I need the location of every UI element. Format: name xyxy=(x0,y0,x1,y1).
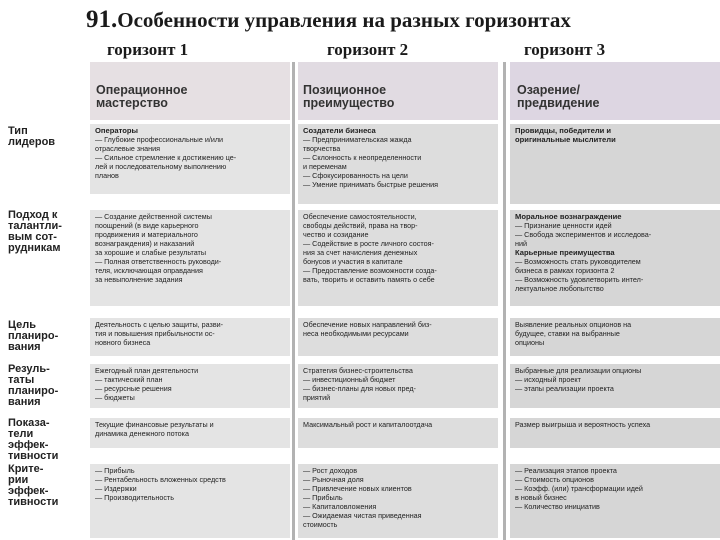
cell-planning-goal-h2: Обеспечение новых направлений биз- неса необходимыми ресурсами xyxy=(298,318,498,356)
horizon-2-label: горизонт 2 xyxy=(327,40,409,59)
column-divider xyxy=(292,62,295,540)
horizon-1-label: горизонт 1 xyxy=(107,40,189,59)
cell-performance-metrics-h2: Максимальный рост и капиталоотдача xyxy=(298,418,498,448)
cell-planning-results-h3: Выбранные для реализации опционы — исходный проект — этапы реализации проекта xyxy=(510,364,720,408)
cell-planning-goal-h1: Деятельность с целью защиты, разви- тия и повышения прибыльности ос- новного бизнеса xyxy=(90,318,290,356)
cell-talent-approach-h1: — Создание действенной системы поощрений (в виде карьерного продвижения и материального вознаграждения) и наказаний за хорошие и слабые результаты — Полная ответственность руководи- теля, исключающая оправдания за невыполнение задания xyxy=(90,210,290,306)
cell-planning-results-h2: Стратегия бизнес-строительства — инвестиционный бюджет — бизнес-планы для новых пред- приятий xyxy=(298,364,498,408)
row-label-leader-type: Тип лидеров xyxy=(8,125,56,148)
column-2-title: Позиционное преимущество xyxy=(303,83,395,110)
cell-performance-metrics-h3: Размер выигрыша и вероятность успеха xyxy=(510,418,720,448)
cell-performance-criteria-h2: — Рост доходов — Рыночная доля — Привлечение новых клиентов — Прибыль — Капиталовложения — Ожидаемая чистая приведенная стоимость xyxy=(298,464,498,538)
row-label-planning-goal: Цель планиро- вания xyxy=(8,319,59,353)
row-label-performance-metrics: Показа- тели эффек- тивности xyxy=(8,417,59,462)
cell-talent-approach-h3: Моральное вознаграждение — Признание ценности идей — Свобода экспериментов и исследова- ний Карьерные преимущества — Возможность стать руководителем бизнеса в рамках горизонта 2 — Возможность удовлетворить интел- лектуальное любопытство xyxy=(510,210,720,306)
cell-talent-approach-h2: Обеспечение самостоятельности, свободы действий, права на твор- чество и созидание — Содействие в росте личного состоя- ния за счет начисления денежных бонусов и участия в капитале — Предоставление возможности созда- вать, творить и оставить память о себе xyxy=(298,210,498,306)
cell-leader-type-h3: Провидцы, победители и оригинальные мыслители xyxy=(510,124,720,204)
title-text: Особенности управления на разных горизонтах xyxy=(117,8,571,32)
cell-planning-goal-h3: Выявление реальных опционов на будущее, ставки на выбранные опционы xyxy=(510,318,720,356)
cell-performance-criteria-h1: — Прибыль — Рентабельность вложенных средств — Издержки — Производительность xyxy=(90,464,290,538)
cell-performance-criteria-h3: — Реализация этапов проекта — Стоимость опционов — Коэфф. (или) трансформации идей в новый бизнес — Количество инициатив xyxy=(510,464,720,538)
slide-number: 91. xyxy=(86,6,118,33)
column-divider xyxy=(503,62,506,540)
row-label-performance-criteria: Крите- рии эффек- тивности xyxy=(8,463,59,508)
page-title xyxy=(86,6,571,34)
row-label-talent-approach: Подход к талантли- вым сот- рудникам xyxy=(8,209,62,254)
column-1-title: Операционное мастерство xyxy=(96,83,188,110)
column-3-title: Озарение/ предвидение xyxy=(517,83,600,110)
cell-planning-results-h1: Ежегодный план деятельности — тактический план — ресурсные решения — бюджеты xyxy=(90,364,290,408)
horizon-3-label: горизонт 3 xyxy=(524,40,606,59)
cell-leader-type-h1: Операторы — Глубокие профессиональные и/или отраслевые знания — Сильное стремление к достижению це- лей и последовательному выполнению планов xyxy=(90,124,290,194)
row-label-planning-results: Резуль- таты планиро- вания xyxy=(8,363,59,408)
cell-leader-type-h2: Создатели бизнеса — Предпринимательская жажда творчества — Склонность к неопределенности и переменам — Сфокусированность на цели — Умение принимать быстрые решения xyxy=(298,124,498,204)
cell-performance-metrics-h1: Текущие финансовые результаты и динамика денежного потока xyxy=(90,418,290,448)
